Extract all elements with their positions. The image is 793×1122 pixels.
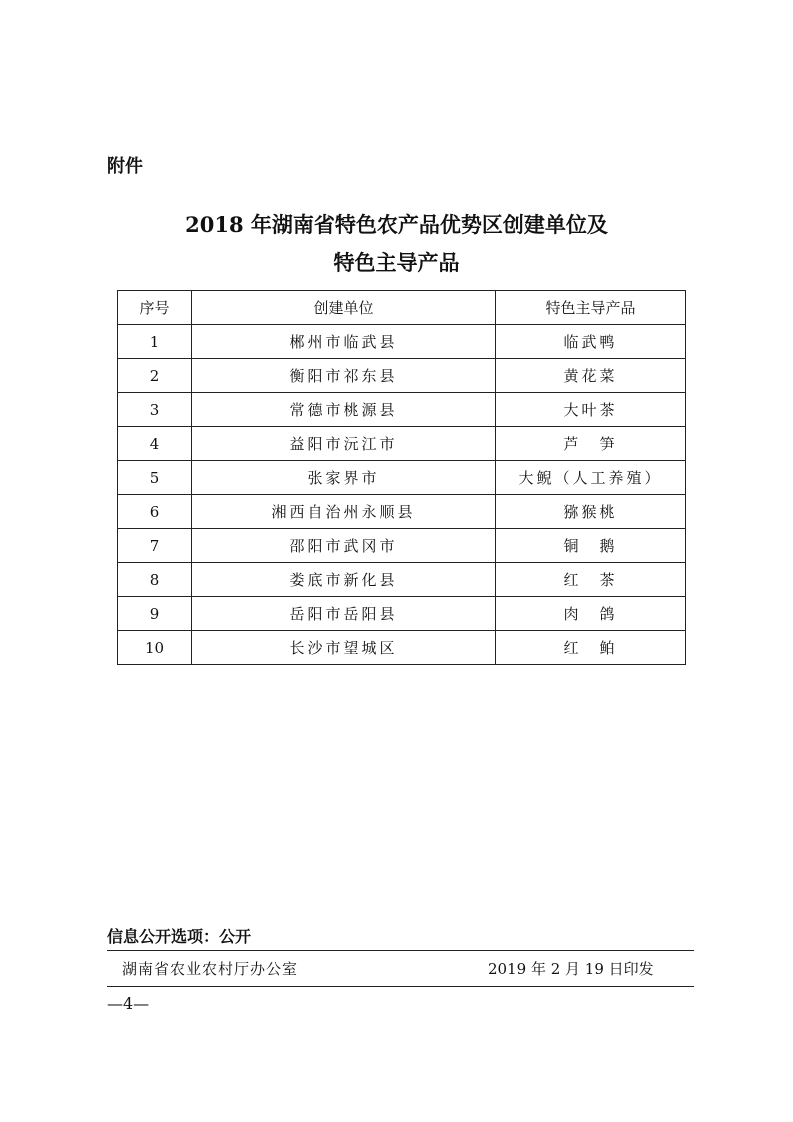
page-number: —4—	[107, 994, 150, 1013]
serial-number-cell: 9	[118, 597, 192, 631]
products-table	[117, 290, 686, 665]
featured-product-cell: 猕猴桃	[496, 495, 686, 529]
serial-number-cell: 6	[118, 495, 192, 529]
featured-product-cell: 大叶茶	[496, 393, 686, 427]
serial-number-cell: 10	[118, 631, 192, 665]
issuing-office: 湖南省农业农村厅办公室	[122, 960, 299, 978]
table-row	[118, 529, 686, 563]
featured-product-cell: 铜 鹅	[496, 529, 686, 563]
featured-product-cell: 红 茶	[496, 563, 686, 597]
table-row	[118, 427, 686, 461]
document-title-line1: 2018 年湖南省特色农产品优势区创建单位及	[185, 212, 608, 237]
featured-product-cell: 大鲵（人工养殖）	[496, 461, 686, 495]
serial-number-cell: 1	[118, 325, 192, 359]
serial-number-cell: 3	[118, 393, 192, 427]
creation-unit-cell: 娄底市新化县	[192, 563, 496, 597]
creation-unit-cell: 长沙市望城区	[192, 631, 496, 665]
creation-unit-cell: 常德市桃源县	[192, 393, 496, 427]
creation-unit-cell: 岳阳市岳阳县	[192, 597, 496, 631]
footer-top-divider	[107, 950, 694, 951]
featured-product-cell: 芦 笋	[496, 427, 686, 461]
table-row	[118, 563, 686, 597]
serial-number-cell: 4	[118, 427, 192, 461]
disclosure-option: 信息公开选项：公开	[107, 927, 252, 946]
table-row	[118, 325, 686, 359]
featured-product-cell: 肉 鸽	[496, 597, 686, 631]
table-row	[118, 461, 686, 495]
table-header-row	[118, 291, 686, 325]
serial-number-cell: 2	[118, 359, 192, 393]
featured-product-cell: 黄花菜	[496, 359, 686, 393]
document-title-line2: 特色主导产品	[333, 250, 460, 275]
table-row	[118, 495, 686, 529]
creation-unit-cell: 邵阳市武冈市	[192, 529, 496, 563]
table-row	[118, 631, 686, 665]
footer-bottom-divider	[107, 986, 694, 987]
header-creation-unit: 创建单位	[192, 291, 496, 325]
creation-unit-cell: 衡阳市祁东县	[192, 359, 496, 393]
featured-product-cell: 临武鸭	[496, 325, 686, 359]
table-row	[118, 393, 686, 427]
table-row	[118, 597, 686, 631]
serial-number-cell: 8	[118, 563, 192, 597]
serial-number-cell: 7	[118, 529, 192, 563]
creation-unit-cell: 郴州市临武县	[192, 325, 496, 359]
attachment-label: 附件	[107, 156, 143, 177]
table-row	[118, 359, 686, 393]
creation-unit-cell: 益阳市沅江市	[192, 427, 496, 461]
creation-unit-cell: 张家界市	[192, 461, 496, 495]
featured-product-cell: 红 鲌	[496, 631, 686, 665]
creation-unit-cell: 湘西自治州永顺县	[192, 495, 496, 529]
header-featured-product: 特色主导产品	[496, 291, 686, 325]
serial-number-cell: 5	[118, 461, 192, 495]
header-serial-number: 序号	[118, 291, 192, 325]
issue-date: 2019 年 2 月 19 日印发	[488, 960, 654, 978]
